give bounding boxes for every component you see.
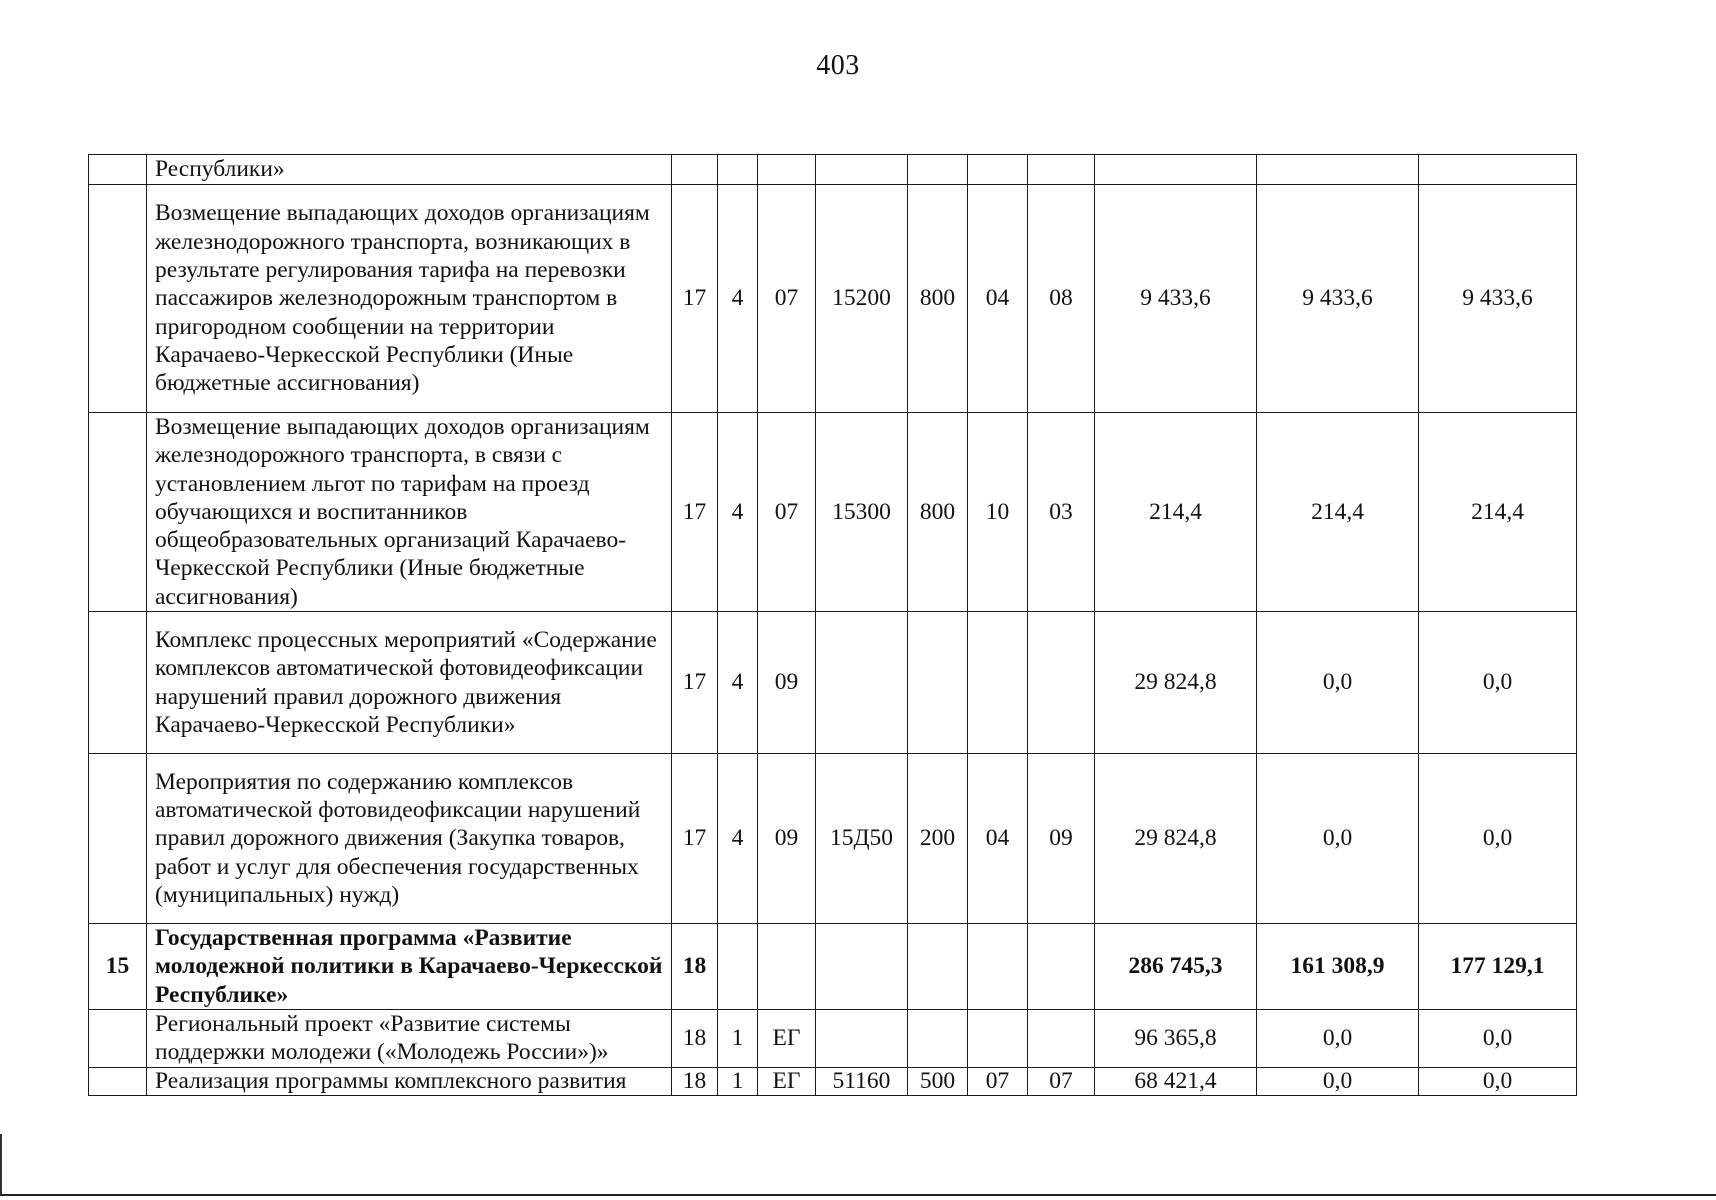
subprogram-code-cell — [758, 924, 816, 1010]
direction-code-cell — [816, 612, 908, 754]
amount-year3-cell: 214,4 — [1419, 413, 1577, 612]
amount-year3-cell: 0,0 — [1419, 1067, 1577, 1095]
item-name-cell: Государственная программа «Развитие молодежной политики в Карачаево-Черкесской Республике» — [147, 924, 672, 1010]
subsection-code-cell: 09 — [1028, 754, 1095, 924]
table-row — [89, 1067, 1577, 1095]
expense-type-cell: 200 — [908, 754, 968, 924]
expense-type-cell — [908, 924, 968, 1010]
amount-year2-cell: 161 308,9 — [1257, 924, 1419, 1010]
section-code-cell: 04 — [968, 754, 1028, 924]
section-code-cell — [968, 924, 1028, 1010]
ministry-code-cell: 17 — [672, 612, 718, 754]
section-code-cell: 10 — [968, 413, 1028, 612]
subprogram-code-cell: 07 — [758, 413, 816, 612]
amount-year1-cell: 286 745,3 — [1095, 924, 1257, 1010]
ministry-code-cell: 17 — [672, 754, 718, 924]
table-row — [89, 754, 1577, 924]
subsection-code-cell — [1028, 1010, 1095, 1068]
direction-code-cell — [816, 1010, 908, 1068]
program-type-cell: 1 — [718, 1010, 758, 1068]
subprogram-code-cell — [758, 155, 816, 185]
table-row — [89, 924, 1577, 1010]
amount-year2-cell: 0,0 — [1257, 612, 1419, 754]
direction-code-cell: 15Д50 — [816, 754, 908, 924]
subprogram-code-cell: 09 — [758, 612, 816, 754]
direction-code-cell — [816, 155, 908, 185]
expense-type-cell — [908, 155, 968, 185]
expense-type-cell: 800 — [908, 185, 968, 413]
program-type-cell: 1 — [718, 1067, 758, 1095]
direction-code-cell: 51160 — [816, 1067, 908, 1095]
item-name-cell: Региональный проект «Развитие системы поддержки молодежи («Молодежь России»)» — [147, 1010, 672, 1068]
amount-year1-cell — [1095, 155, 1257, 185]
direction-code-cell: 15200 — [816, 185, 908, 413]
subsection-code-cell — [1028, 924, 1095, 1010]
amount-year3-cell — [1419, 155, 1577, 185]
amount-year2-cell: 9 433,6 — [1257, 185, 1419, 413]
table-row — [89, 155, 1577, 185]
amount-year1-cell: 29 824,8 — [1095, 612, 1257, 754]
program-type-cell: 4 — [718, 413, 758, 612]
section-code-cell: 07 — [968, 1067, 1028, 1095]
amount-year1-cell: 68 421,4 — [1095, 1067, 1257, 1095]
amount-year3-cell: 9 433,6 — [1419, 185, 1577, 413]
section-code-cell — [968, 1010, 1028, 1068]
section-code-cell: 04 — [968, 185, 1028, 413]
subsection-code-cell: 03 — [1028, 413, 1095, 612]
amount-year3-cell: 177 129,1 — [1419, 924, 1577, 1010]
expense-type-cell: 800 — [908, 413, 968, 612]
item-name-cell: Возмещение выпадающих доходов организациям железнодорожного транспорта, возникающих в результате регулирования тарифа на перевозки пассажиров железнодорожным транспортом в пригородном сообщении на территории Карачаево-Черкесской Республики (Иные бюджетные ассигнования) — [147, 185, 672, 413]
ministry-code-cell — [672, 155, 718, 185]
table-row — [89, 413, 1577, 612]
amount-year1-cell: 214,4 — [1095, 413, 1257, 612]
section-code-cell — [968, 612, 1028, 754]
ministry-code-cell: 18 — [672, 1067, 718, 1095]
direction-code-cell: 15300 — [816, 413, 908, 612]
program-type-cell — [718, 155, 758, 185]
row-number-cell — [89, 754, 147, 924]
amount-year2-cell: 214,4 — [1257, 413, 1419, 612]
item-name-cell: Комплекс процессных мероприятий «Содержание комплексов автоматической фотовидеофиксации нарушений правил дорожного движения Карачаево-Черкесской Республики» — [147, 612, 672, 754]
item-name-cell: Реализация программы комплексного развития — [147, 1067, 672, 1095]
row-number-cell — [89, 155, 147, 185]
program-type-cell: 4 — [718, 612, 758, 754]
amount-year2-cell: 0,0 — [1257, 754, 1419, 924]
table-row — [89, 612, 1577, 754]
row-number-cell — [89, 612, 147, 754]
item-name-cell: Возмещение выпадающих доходов организациям железнодорожного транспорта, в связи с установлением льгот по тарифам на проезд обучающихся и воспитанников общеобразовательных организаций Карачаево-Черкесской Республики (Иные бюджетные ассигнования) — [147, 413, 672, 612]
row-number-cell — [89, 1067, 147, 1095]
direction-code-cell — [816, 924, 908, 1010]
subprogram-code-cell: 07 — [758, 185, 816, 413]
expense-type-cell — [908, 1010, 968, 1068]
ministry-code-cell: 18 — [672, 924, 718, 1010]
page-bottom-rule — [0, 1194, 1716, 1196]
budget-allocation-table — [88, 154, 1577, 1096]
program-type-cell — [718, 924, 758, 1010]
subsection-code-cell — [1028, 155, 1095, 185]
amount-year1-cell: 9 433,6 — [1095, 185, 1257, 413]
amount-year2-cell: 0,0 — [1257, 1010, 1419, 1068]
section-code-cell — [968, 155, 1028, 185]
program-type-cell: 4 — [718, 185, 758, 413]
ministry-code-cell: 18 — [672, 1010, 718, 1068]
row-number-cell — [89, 185, 147, 413]
item-name-cell: Республики» — [147, 155, 672, 185]
row-number-cell: 15 — [89, 924, 147, 1010]
subsection-code-cell: 07 — [1028, 1067, 1095, 1095]
table-row — [89, 1010, 1577, 1068]
program-type-cell: 4 — [718, 754, 758, 924]
amount-year1-cell: 29 824,8 — [1095, 754, 1257, 924]
table-row — [89, 185, 1577, 413]
subprogram-code-cell: 09 — [758, 754, 816, 924]
amount-year3-cell: 0,0 — [1419, 1010, 1577, 1068]
amount-year3-cell: 0,0 — [1419, 612, 1577, 754]
amount-year1-cell: 96 365,8 — [1095, 1010, 1257, 1068]
amount-year3-cell: 0,0 — [1419, 754, 1577, 924]
subsection-code-cell — [1028, 612, 1095, 754]
expense-type-cell — [908, 612, 968, 754]
ministry-code-cell: 17 — [672, 185, 718, 413]
amount-year2-cell: 0,0 — [1257, 1067, 1419, 1095]
scan-edge-mark — [0, 1134, 2, 1194]
expense-type-cell: 500 — [908, 1067, 968, 1095]
row-number-cell — [89, 413, 147, 612]
subprogram-code-cell: ЕГ — [758, 1010, 816, 1068]
subsection-code-cell: 08 — [1028, 185, 1095, 413]
page-number: 403 — [816, 50, 860, 81]
ministry-code-cell: 17 — [672, 413, 718, 612]
row-number-cell — [89, 1010, 147, 1068]
item-name-cell: Мероприятия по содержанию комплексов автоматической фотовидеофиксации нарушений правил дорожного движения (Закупка товаров, работ и услуг для обеспечения государственных (муниципальных) нужд) — [147, 754, 672, 924]
amount-year2-cell — [1257, 155, 1419, 185]
subprogram-code-cell: ЕГ — [758, 1067, 816, 1095]
